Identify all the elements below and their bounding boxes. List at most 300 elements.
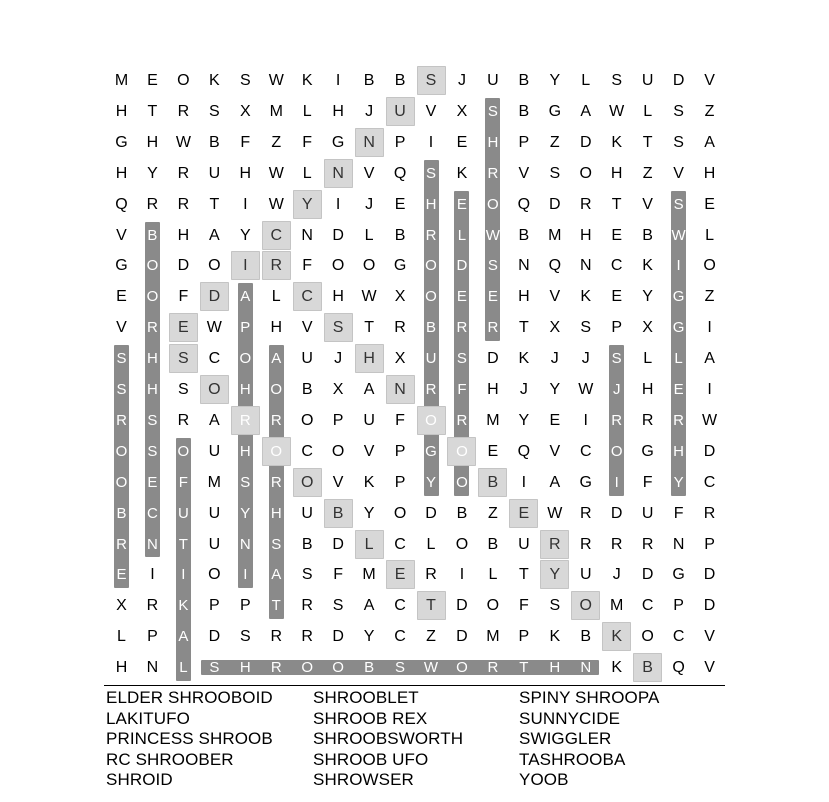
grid-letter[interactable]: C [703, 473, 716, 491]
grid-letter[interactable]: Q [115, 195, 128, 213]
grid-letter[interactable]: R [425, 566, 437, 584]
grid-letter[interactable]: R [456, 319, 468, 337]
grid-letter[interactable]: C [394, 628, 406, 646]
grid-letter[interactable]: Z [271, 133, 282, 151]
grid-letter[interactable]: J [519, 381, 528, 398]
grid-letter[interactable]: N [332, 164, 344, 182]
grid-letter[interactable]: O [332, 659, 344, 677]
grid-letter[interactable]: N [672, 535, 685, 553]
grid-letter[interactable]: L [674, 350, 683, 368]
grid-letter[interactable]: A [209, 226, 220, 244]
grid-letter[interactable]: B [518, 72, 530, 89]
grid-letter[interactable]: M [207, 473, 221, 491]
grid-letter[interactable]: H [703, 164, 716, 182]
grid-letter[interactable]: V [549, 442, 561, 460]
grid-letter[interactable]: K [518, 350, 530, 368]
grid-letter[interactable]: D [456, 257, 468, 275]
grid-letter[interactable]: P [240, 319, 251, 337]
grid-letter[interactable]: L [426, 535, 436, 553]
grid-letter[interactable]: I [243, 566, 248, 584]
grid-letter[interactable]: D [332, 226, 344, 244]
grid-letter[interactable]: U [425, 350, 437, 368]
grid-letter[interactable]: H [332, 288, 344, 306]
grid-letter[interactable]: I [583, 411, 588, 429]
grid-letter[interactable]: B [642, 226, 653, 244]
grid-letter[interactable]: G [548, 102, 562, 120]
grid-letter[interactable]: Y [239, 226, 251, 244]
grid-letter[interactable]: J [612, 381, 621, 398]
grid-letter[interactable]: J [550, 350, 559, 368]
grid-letter[interactable]: U [208, 535, 221, 553]
grid-letter[interactable]: E [178, 319, 189, 337]
grid-letter[interactable]: L [581, 72, 591, 89]
grid-letter[interactable]: R [425, 381, 437, 398]
grid-letter[interactable]: U [301, 350, 313, 368]
grid-letter[interactable]: K [456, 164, 468, 182]
grid-letter[interactable]: I [614, 473, 619, 491]
grid-letter[interactable]: S [611, 72, 623, 89]
grid-letter[interactable]: O [115, 442, 128, 460]
grid-letter[interactable]: L [457, 226, 467, 244]
grid-letter[interactable]: M [362, 566, 376, 584]
grid-letter[interactable]: C [270, 226, 283, 244]
grid-letter[interactable]: L [364, 226, 374, 244]
grid-letter[interactable]: R [673, 411, 685, 429]
grid-letter[interactable]: X [394, 350, 406, 368]
grid-letter[interactable]: B [332, 504, 344, 522]
grid-letter[interactable]: D [208, 288, 221, 306]
grid-letter[interactable]: S [332, 597, 344, 615]
grid-letter[interactable]: E [487, 442, 499, 460]
grid-letter[interactable]: O [239, 350, 252, 368]
grid-letter[interactable]: Y [642, 288, 653, 306]
grid-letter[interactable]: S [271, 535, 282, 553]
grid-letter[interactable]: O [579, 164, 592, 182]
grid-letter[interactable]: I [428, 133, 434, 151]
grid-letter[interactable]: Z [642, 164, 653, 182]
grid-letter[interactable]: R [270, 411, 282, 429]
grid-letter[interactable]: P [332, 411, 344, 429]
grid-letter[interactable]: N [363, 133, 375, 151]
grid-letter[interactable]: V [332, 473, 344, 491]
grid-letter[interactable]: S [487, 257, 498, 275]
grid-letter[interactable]: A [704, 350, 715, 368]
grid-letter[interactable]: F [178, 288, 189, 306]
grid-letter[interactable]: B [456, 504, 468, 522]
grid-letter[interactable]: R [177, 102, 190, 120]
grid-letter[interactable]: T [611, 195, 622, 213]
grid-letter[interactable]: U [208, 164, 221, 182]
grid-letter[interactable]: R [579, 195, 592, 213]
grid-letter[interactable]: O [208, 566, 221, 584]
grid-letter[interactable]: M [114, 72, 129, 89]
grid-letter[interactable]: S [240, 473, 251, 491]
grid-letter[interactable]: R [177, 195, 190, 213]
grid-letter[interactable]: F [240, 133, 251, 151]
grid-letter[interactable]: V [673, 164, 684, 182]
grid-letter[interactable]: V [642, 195, 653, 213]
grid-letter[interactable]: K [549, 628, 561, 646]
grid-letter[interactable]: D [332, 628, 344, 646]
grid-letter[interactable]: G [672, 319, 685, 337]
grid-letter[interactable]: I [150, 566, 155, 584]
grid-letter[interactable]: O [270, 442, 283, 460]
grid-letter[interactable]: H [673, 442, 685, 460]
grid-letter[interactable]: L [302, 102, 312, 120]
grid-letter[interactable]: R [146, 597, 159, 615]
grid-letter[interactable]: O [208, 381, 221, 398]
grid-letter[interactable]: O [331, 257, 345, 275]
grid-letter[interactable]: J [612, 566, 621, 584]
grid-letter[interactable]: D [425, 504, 437, 522]
grid-letter[interactable]: X [456, 102, 468, 120]
grid-letter[interactable]: H [425, 195, 437, 213]
grid-letter[interactable]: T [209, 195, 220, 213]
grid-letter[interactable]: O [486, 597, 500, 615]
grid-letter[interactable]: I [707, 319, 712, 337]
grid-letter[interactable]: H [146, 133, 159, 151]
grid-letter[interactable]: H [518, 288, 530, 306]
grid-letter[interactable]: V [518, 164, 530, 182]
grid-letter[interactable]: F [518, 597, 529, 615]
grid-letter[interactable]: U [363, 411, 375, 429]
grid-letter[interactable]: H [610, 164, 623, 182]
grid-letter[interactable]: E [116, 566, 127, 584]
grid-letter[interactable]: G [331, 133, 345, 151]
grid-letter[interactable]: G [115, 257, 128, 275]
grid-letter[interactable]: M [486, 411, 500, 429]
grid-letter[interactable]: O [300, 411, 314, 429]
grid-letter[interactable]: B [301, 535, 313, 553]
grid-letter[interactable]: H [270, 504, 282, 522]
grid-letter[interactable]: S [673, 195, 684, 213]
grid-letter[interactable]: M [610, 597, 624, 615]
grid-letter[interactable]: F [333, 566, 344, 584]
grid-letter[interactable]: B [394, 226, 406, 244]
grid-letter[interactable]: R [610, 535, 623, 553]
grid-letter[interactable]: R [270, 473, 282, 491]
grid-letter[interactable]: B [642, 659, 653, 677]
grid-letter[interactable]: V [549, 288, 561, 306]
grid-letter[interactable]: A [363, 381, 375, 398]
grid-letter[interactable]: S [549, 597, 561, 615]
grid-letter[interactable]: L [179, 659, 188, 677]
grid-letter[interactable]: C [301, 288, 313, 306]
grid-letter[interactable]: S [209, 102, 220, 120]
grid-letter[interactable]: H [239, 381, 251, 398]
grid-letter[interactable]: T [519, 659, 529, 677]
grid-letter[interactable]: I [243, 257, 248, 275]
grid-letter[interactable]: C [579, 442, 592, 460]
grid-letter[interactable]: Y [549, 381, 561, 398]
grid-letter[interactable]: R [177, 164, 190, 182]
grid-letter[interactable]: V [704, 72, 715, 89]
grid-letter[interactable]: A [549, 473, 561, 491]
grid-letter[interactable]: D [208, 628, 221, 646]
grid-letter[interactable]: N [579, 257, 592, 275]
grid-letter[interactable]: V [704, 659, 715, 677]
grid-letter[interactable]: C [610, 257, 623, 275]
grid-letter[interactable]: H [641, 381, 654, 398]
grid-letter[interactable]: R [146, 195, 159, 213]
grid-letter[interactable]: F [457, 381, 467, 398]
grid-letter[interactable]: E [394, 566, 406, 584]
grid-letter[interactable]: H [115, 659, 128, 677]
grid-letter[interactable]: V [301, 319, 313, 337]
grid-letter[interactable]: R [177, 411, 190, 429]
grid-letter[interactable]: X [549, 319, 561, 337]
grid-letter[interactable]: P [673, 597, 684, 615]
grid-letter[interactable]: J [581, 350, 590, 368]
grid-letter[interactable]: A [580, 102, 592, 120]
grid-letter[interactable]: S [456, 350, 467, 368]
grid-letter[interactable]: O [301, 659, 314, 677]
grid-letter[interactable]: Z [426, 628, 436, 646]
grid-letter[interactable]: I [181, 566, 186, 584]
grid-letter[interactable]: J [365, 102, 374, 120]
grid-letter[interactable]: P [239, 597, 251, 615]
grid-letter[interactable]: R [116, 411, 127, 429]
grid-letter[interactable]: R [641, 535, 654, 553]
grid-letter[interactable]: G [115, 133, 128, 151]
grid-letter[interactable]: Y [301, 195, 313, 213]
grid-letter[interactable]: R [301, 628, 313, 646]
grid-letter[interactable]: T [178, 535, 188, 553]
grid-letter[interactable]: G [393, 257, 407, 275]
grid-letter[interactable]: O [487, 195, 499, 213]
grid-letter[interactable]: P [611, 319, 623, 337]
grid-letter[interactable]: R [270, 257, 283, 275]
grid-letter[interactable]: O [362, 257, 376, 275]
grid-letter[interactable]: E [147, 72, 158, 89]
grid-letter[interactable]: C [641, 597, 654, 615]
grid-letter[interactable]: U [301, 504, 313, 522]
grid-letter[interactable]: T [147, 102, 158, 120]
grid-letter[interactable]: B [518, 102, 530, 120]
grid-letter[interactable]: D [610, 504, 623, 522]
grid-letter[interactable]: Y [673, 473, 684, 491]
grid-letter[interactable]: Q [517, 195, 531, 213]
grid-letter[interactable]: V [116, 226, 127, 244]
grid-letter[interactable]: V [116, 319, 127, 337]
grid-letter[interactable]: R [549, 535, 561, 553]
grid-letter[interactable]: E [673, 381, 684, 398]
grid-letter[interactable]: O [300, 473, 314, 491]
grid-letter[interactable]: Q [548, 257, 562, 275]
grid-letter[interactable]: T [518, 319, 529, 337]
grid-letter[interactable]: R [487, 164, 499, 182]
grid-letter[interactable]: B [364, 659, 375, 677]
grid-letter[interactable]: W [609, 102, 625, 120]
grid-letter[interactable]: G [672, 288, 685, 306]
grid-letter[interactable]: D [456, 628, 468, 646]
grid-letter[interactable]: C [394, 597, 406, 615]
grid-letter[interactable]: C [394, 535, 406, 553]
grid-letter[interactable]: S [178, 381, 189, 398]
grid-letter[interactable]: O [270, 381, 283, 398]
grid-letter[interactable]: Z [549, 133, 560, 151]
grid-letter[interactable]: L [643, 350, 653, 368]
grid-letter[interactable]: V [363, 442, 375, 460]
grid-letter[interactable]: K [363, 473, 375, 491]
grid-letter[interactable]: L [271, 288, 281, 306]
grid-letter[interactable]: T [518, 566, 529, 584]
grid-letter[interactable]: H [363, 350, 375, 368]
grid-letter[interactable]: W [206, 319, 222, 337]
grid-letter[interactable]: D [703, 442, 716, 460]
grid-letter[interactable]: Y [147, 164, 158, 182]
grid-letter[interactable]: G [672, 566, 685, 584]
grid-letter[interactable]: O [177, 72, 190, 89]
grid-letter[interactable]: O [146, 288, 159, 306]
grid-letter[interactable]: S [147, 411, 158, 429]
grid-letter[interactable]: S [425, 72, 437, 89]
grid-letter[interactable]: E [116, 288, 127, 306]
grid-letter[interactable]: T [271, 597, 281, 615]
grid-letter[interactable]: Q [672, 659, 685, 677]
grid-letter[interactable]: U [177, 504, 189, 522]
grid-letter[interactable]: R [611, 411, 623, 429]
grid-letter[interactable]: K [611, 628, 623, 646]
grid-letter[interactable]: B [425, 319, 436, 337]
grid-letter[interactable]: Y [425, 473, 436, 491]
grid-letter[interactable]: J [365, 195, 374, 213]
grid-letter[interactable]: N [147, 535, 158, 553]
grid-letter[interactable]: L [643, 102, 653, 120]
grid-letter[interactable]: R [239, 411, 251, 429]
grid-letter[interactable]: R [641, 411, 654, 429]
grid-letter[interactable]: W [547, 504, 563, 522]
grid-letter[interactable]: H [332, 102, 344, 120]
grid-letter[interactable]: X [642, 319, 653, 337]
grid-letter[interactable]: K [611, 659, 623, 677]
grid-letter[interactable]: P [704, 535, 715, 553]
grid-letter[interactable]: N [518, 257, 530, 275]
grid-letter[interactable]: P [394, 442, 406, 460]
grid-letter[interactable]: D [549, 195, 561, 213]
grid-letter[interactable]: I [335, 72, 341, 89]
grid-letter[interactable]: R [456, 411, 468, 429]
grid-letter[interactable]: S [116, 381, 127, 398]
grid-letter[interactable]: B [363, 72, 375, 89]
grid-letter[interactable]: D [703, 597, 716, 615]
grid-letter[interactable]: O [456, 473, 468, 491]
grid-letter[interactable]: H [239, 442, 251, 460]
grid-letter[interactable]: W [361, 288, 377, 306]
grid-letter[interactable]: R [270, 628, 283, 646]
grid-letter[interactable]: R [703, 504, 716, 522]
grid-letter[interactable]: X [394, 288, 406, 306]
grid-letter[interactable]: C [672, 628, 685, 646]
grid-letter[interactable]: W [701, 411, 718, 429]
grid-letter[interactable]: N [239, 535, 251, 553]
grid-letter[interactable]: S [580, 319, 592, 337]
grid-letter[interactable]: S [673, 133, 684, 151]
grid-letter[interactable]: B [209, 133, 220, 151]
grid-letter[interactable]: F [673, 504, 684, 522]
grid-letter[interactable]: O [146, 257, 159, 275]
grid-letter[interactable]: O [456, 659, 468, 677]
grid-letter[interactable]: L [488, 566, 498, 584]
grid-letter[interactable]: E [456, 195, 467, 213]
grid-letter[interactable]: B [487, 473, 499, 491]
grid-letter[interactable]: S [209, 659, 220, 677]
grid-letter[interactable]: B [147, 226, 158, 244]
grid-letter[interactable]: F [395, 411, 405, 429]
grid-letter[interactable]: B [394, 72, 406, 89]
grid-letter[interactable]: D [672, 72, 685, 89]
grid-letter[interactable]: E [487, 288, 498, 306]
grid-letter[interactable]: B [518, 226, 530, 244]
grid-letter[interactable]: I [243, 195, 248, 213]
grid-letter[interactable]: O [393, 504, 407, 522]
grid-letter[interactable]: R [116, 535, 127, 553]
grid-letter[interactable]: I [676, 257, 681, 275]
grid-letter[interactable]: H [177, 226, 190, 244]
grid-letter[interactable]: A [363, 597, 375, 615]
grid-letter[interactable]: O [455, 535, 469, 553]
grid-letter[interactable]: W [671, 226, 686, 244]
grid-letter[interactable]: V [704, 628, 715, 646]
grid-letter[interactable]: H [147, 381, 158, 398]
grid-letter[interactable]: P [209, 597, 220, 615]
grid-letter[interactable]: G [641, 442, 654, 460]
grid-letter[interactable]: H [487, 133, 499, 151]
grid-letter[interactable]: A [178, 628, 189, 646]
grid-letter[interactable]: N [580, 659, 592, 677]
grid-letter[interactable]: R [425, 226, 437, 244]
grid-letter[interactable]: A [209, 411, 220, 429]
grid-letter[interactable]: Y [518, 411, 530, 429]
grid-letter[interactable]: S [332, 319, 344, 337]
grid-letter[interactable]: S [673, 102, 684, 120]
grid-letter[interactable]: A [271, 566, 282, 584]
grid-letter[interactable]: F [302, 257, 313, 275]
grid-letter[interactable]: U [641, 504, 654, 522]
grid-letter[interactable]: D [332, 535, 344, 553]
grid-letter[interactable]: O [331, 442, 345, 460]
grid-letter[interactable]: E [518, 504, 530, 522]
grid-letter[interactable]: H [549, 659, 561, 677]
grid-letter[interactable]: S [487, 102, 498, 120]
grid-letter[interactable]: I [707, 381, 712, 398]
grid-letter[interactable]: E [394, 195, 406, 213]
grid-letter[interactable]: K [642, 257, 653, 275]
grid-letter[interactable]: N [301, 226, 313, 244]
grid-letter[interactable]: S [549, 164, 561, 182]
grid-letter[interactable]: Q [393, 164, 407, 182]
grid-letter[interactable]: A [704, 133, 715, 151]
grid-letter[interactable]: X [239, 102, 251, 120]
grid-letter[interactable]: W [268, 195, 284, 213]
grid-letter[interactable]: X [116, 597, 127, 615]
grid-letter[interactable]: S [611, 350, 622, 368]
grid-letter[interactable]: Z [704, 102, 715, 120]
grid-letter[interactable]: N [394, 381, 406, 398]
grid-letter[interactable]: F [642, 473, 653, 491]
grid-letter[interactable]: P [518, 133, 530, 151]
grid-letter[interactable]: F [302, 133, 313, 151]
grid-letter[interactable]: S [178, 350, 189, 368]
grid-letter[interactable]: I [335, 195, 341, 213]
grid-letter[interactable]: K [611, 133, 623, 151]
grid-letter[interactable]: G [579, 473, 592, 491]
grid-letter[interactable]: S [239, 72, 251, 89]
grid-letter[interactable]: J [457, 72, 466, 89]
grid-letter[interactable]: S [301, 566, 313, 584]
grid-letter[interactable]: D [641, 566, 654, 584]
grid-letter[interactable]: S [147, 442, 158, 460]
